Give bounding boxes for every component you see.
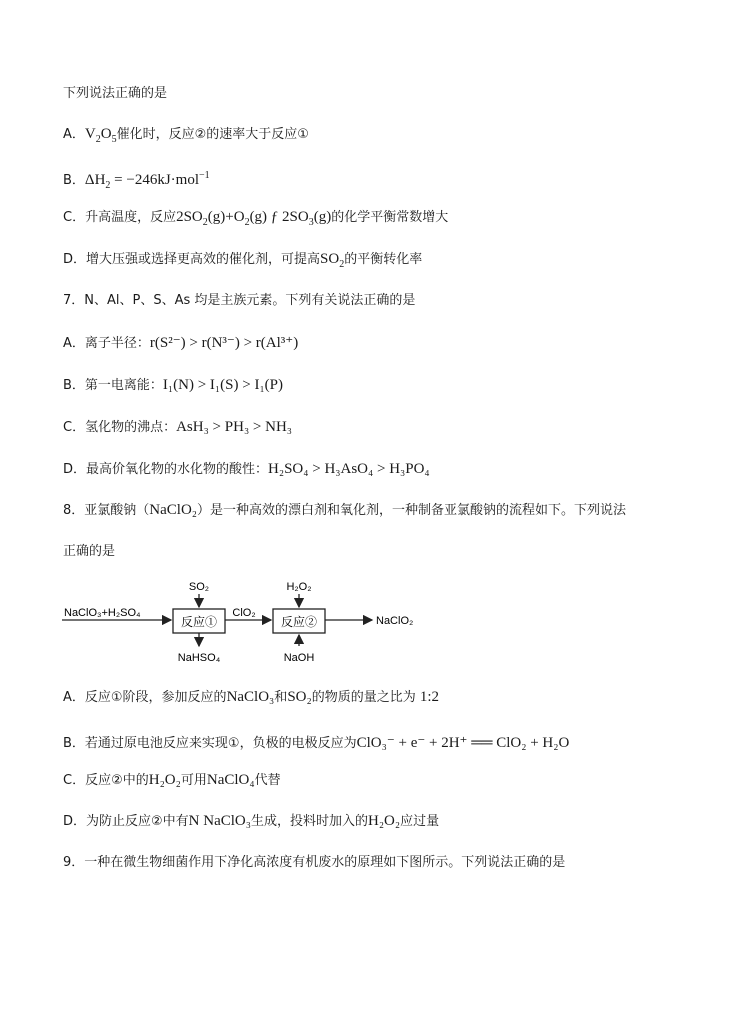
q6-option-b: B．$\Delta H_2 = -246kJ\cdot mol^{-1}$ [63,170,210,191]
question-heading: 下列说法正确的是 [63,86,168,101]
q8-stem-line2: 正确的是 [63,544,116,559]
q8-option-c: C．反应②中的H₂O₂可用NaClO₄代替 [63,772,281,788]
q8-option-d: D．为防止反应②中有N NaClO₃生成，投料时加入的H₂O₂应过量 [63,813,440,829]
reaction-2-label: 反应② [280,615,318,629]
q8-option-b: B．若通过原电池反应来实现①，负极的电极反应为ClO₃⁻ + e⁻ + 2H⁺ ══ ClO₂ + H₂O [63,735,570,751]
so2-label: SO₂ [188,581,210,593]
q8-stem-line1: 8．亚氯酸钠（NaClO₂）是一种高效的漂白剂和氧化剂，一种制备亚氯酸钠的流程如下。下列说法 [63,502,627,518]
q6-option-a: A．$V_2O_5$催化时，反应②的速率大于反应① [63,126,309,145]
q7-stem: 7．N、Al、P、S、As 均是主族元素。下列有关说法正确的是 [63,293,416,308]
output-label: NaClO₂ [376,615,414,627]
q8-option-a: A．反应①阶段，参加反应的NaClO₃和SO₂的物质的量之比为 1:2 [63,689,440,705]
input-label: NaClO₃+H₂SO₄ [64,607,141,619]
q7-option-c: C．氢化物的沸点：AsH₃ > PH₃ > NH₃ [63,419,293,435]
q6-option-d: D．增大压强或选择更高效的催化剂，可提高$SO_2$的平衡转化率 [63,251,423,270]
clo2-label: ClO₂ [232,607,256,619]
reaction-1-label: 反应① [180,615,218,629]
q7-option-d: D．最高价氧化物的水化物的酸性：H₂SO₄ > H₃AsO₄ > H₃PO₄ [63,461,430,477]
h2o2-label: H₂O₂ [286,581,312,593]
nahso4-label: NaHSO₄ [177,652,221,664]
q7-option-a: A．离子半径：r(S²⁻) > r(N³⁻) > r(Al³⁺) [63,335,299,351]
naoh-label: NaOH [283,652,315,664]
process-flow-diagram [62,574,442,664]
q7-option-b: B．第一电离能：I₁(N) > I₁(S) > I₁(P) [63,377,284,393]
q9-stem: 9．一种在微生物细菌作用下净化高浓度有机废水的原理如下图所示。下列说法正确的是 [63,855,566,870]
q6-option-c: C．升高温度，反应$2SO_2(g)+O_2(g)$ ƒ $2SO_3(g)$的化学平衡常数增大 [63,209,449,228]
